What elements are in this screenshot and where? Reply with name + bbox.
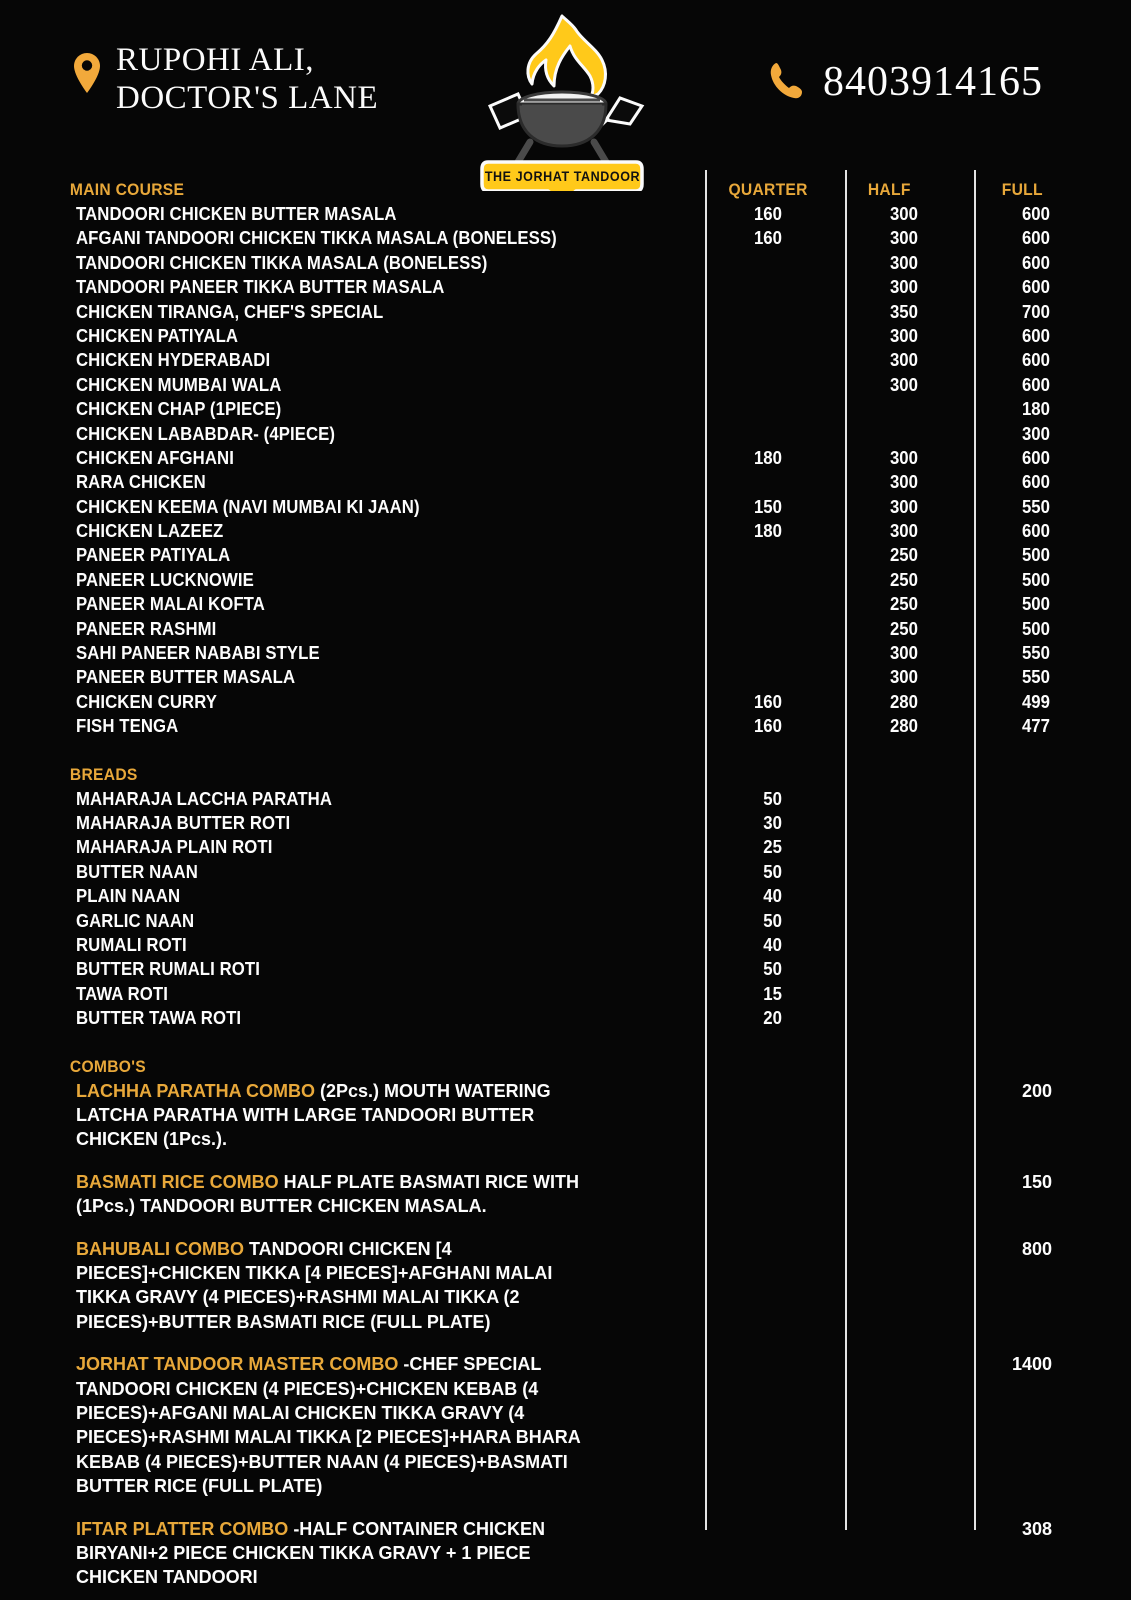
menu-item-row <box>0 982 1131 1006</box>
menu-item-price-quarter: 160 <box>753 204 782 224</box>
column-header-full: FULL <box>1001 180 1043 199</box>
menu-item-price-half: 300 <box>889 521 918 542</box>
address-line-2: DOCTOR'S LANE <box>116 79 379 116</box>
menu-item-row <box>0 324 1131 348</box>
menu-item-name: RARA CHICKEN <box>76 472 206 493</box>
menu-item-row <box>0 519 1131 543</box>
menu-item-price-half: 300 <box>889 204 918 224</box>
phone-icon <box>769 60 803 105</box>
menu-item-price-quarter: 160 <box>753 691 782 712</box>
menu-item-name: CHICKEN AFGHANI <box>76 447 234 468</box>
menu-item-row <box>0 835 1131 859</box>
menu-item-name: GARLIC NAAN <box>76 910 195 931</box>
menu-item-price-quarter: 40 <box>763 934 782 955</box>
combo-description: LACHHA PARATHA COMBO (2Pcs.) MOUTH WATERING LATCHA PARATHA WITH LARGE TANDOORI BUTTER CHICKEN (1Pcs.). <box>76 1080 551 1150</box>
menu-item-price-half: 300 <box>889 447 918 468</box>
menu-item-name: CHICKEN HYDERABADI <box>76 350 271 371</box>
menu-item-row <box>0 275 1131 299</box>
menu-item-name: BUTTER TAWA ROTI <box>76 1008 242 1029</box>
menu-item-name: PANEER BUTTER MASALA <box>76 667 296 688</box>
menu-item-name: SAHI PANEER NABABI STYLE <box>76 643 320 664</box>
combo-item <box>0 1237 1131 1335</box>
menu-item-name: PANEER RASHMI <box>76 618 217 639</box>
menu-item-name: FISH TENGA <box>76 716 179 737</box>
menu-item-price-full: 500 <box>1021 618 1050 639</box>
menu-item-name: CHICKEN LAZEEZ <box>76 521 224 542</box>
menu-item-row <box>0 397 1131 421</box>
menu-item-price-quarter: 50 <box>763 910 782 931</box>
combo-description: BAHUBALI COMBO TANDOORI CHICKEN [4 PIECES]+CHICKEN TIKKA [4 PIECES]+AFGHANI MALAI TIKKA GRAVY (4 PIECES)+RASHMI MALAI TIKKA (2 PIECES)+BUTTER BASMATI RICE (FULL PLATE) <box>76 1238 553 1332</box>
phone-number: 8403914165 <box>823 59 1043 105</box>
menu-item-price-quarter: 50 <box>763 959 782 980</box>
menu-item-name: PANEER LUCKNOWIE <box>76 569 254 590</box>
menu-item-price-full: 550 <box>1021 643 1050 664</box>
menu-item-row <box>0 470 1131 494</box>
menu-item-price-half: 280 <box>889 716 918 737</box>
section-title-breads: BREADS <box>69 764 138 784</box>
menu-item-name: CHICKEN KEEMA (NAVI MUMBAI KI JAAN) <box>76 496 420 517</box>
spacer <box>0 739 1131 763</box>
combo-item <box>0 1170 1131 1219</box>
menu-item-price-full: 477 <box>1021 716 1050 737</box>
menu-item-price-half: 250 <box>889 545 918 566</box>
menu-item-row <box>0 1006 1131 1030</box>
address-line-1: RUPOHI ALI, <box>116 42 315 78</box>
menu-item-row <box>0 860 1131 884</box>
combo-description: IFTAR PLATTER COMBO -HALF CONTAINER CHICKEN BIRYANI+2 PIECE CHICKEN TIKKA GRAVY + 1 PIECE CHICKEN TANDOORI <box>76 1518 545 1588</box>
menu-item-price-half: 280 <box>889 691 918 712</box>
menu-item-name: MAHARAJA PLAIN ROTI <box>76 837 273 858</box>
menu-item-row <box>0 568 1131 592</box>
menu-item-name: CHICKEN MUMBAI WALA <box>76 374 282 395</box>
menu-item-row <box>0 909 1131 933</box>
menu-item-price-half: 300 <box>889 374 918 395</box>
menu-item-price-half: 350 <box>889 301 918 322</box>
menu-item-name: TAWA ROTI <box>76 983 168 1004</box>
menu-item-price-half: 300 <box>889 496 918 517</box>
column-header-quarter: QUARTER <box>728 180 808 199</box>
menu-item-price-half: 300 <box>889 350 918 371</box>
menu-item-name: BUTTER RUMALI ROTI <box>76 959 260 980</box>
combo-item <box>0 1517 1131 1590</box>
menu-body <box>0 178 1131 1600</box>
menu-item-name: CHICKEN LABABDAR- (4PIECE) <box>76 423 336 444</box>
menu-item-row <box>0 202 1131 226</box>
menu-item-price-quarter: 150 <box>753 496 782 517</box>
menu-item-row <box>0 373 1131 397</box>
menu-item-row <box>0 348 1131 372</box>
menu-item-name: PLAIN NAAN <box>76 886 181 907</box>
menu-item-row <box>0 422 1131 446</box>
combo-name: JORHAT TANDOOR MASTER COMBO <box>76 1354 399 1375</box>
menu-item-price-quarter: 30 <box>763 812 782 833</box>
spacer <box>0 1031 1131 1055</box>
menu-item-price-full: 550 <box>1021 667 1050 688</box>
main-course-list <box>0 202 1131 739</box>
menu-item-price-quarter: 25 <box>763 837 782 858</box>
combo-price: 150 <box>1021 1171 1052 1192</box>
combo-description: JORHAT TANDOOR MASTER COMBO -CHEF SPECIAL TANDOORI CHICKEN (4 PIECES)+CHICKEN KEBAB (4 PIECES)+AFGANI MALAI CHICKEN TIKKA GRAVY (4 PIECES)+RASHMI MALAI TIKKA [2 PIECES]+HARA BHARA KEBAB (4 PIECES)+BUTTER NAAN (4 PIECES)+BASMATI BUTTER RICE (FULL PLATE) <box>76 1354 581 1497</box>
location-pin-icon <box>72 52 102 99</box>
menu-item-name: RUMALI ROTI <box>76 934 187 955</box>
menu-item-price-quarter: 50 <box>763 788 782 809</box>
restaurant-logo <box>470 6 655 191</box>
menu-item-row <box>0 957 1131 981</box>
menu-item-name: CHICKEN PATIYALA <box>76 325 239 346</box>
menu-item-price-half: 300 <box>889 472 918 493</box>
menu-item-name: AFGANI TANDOORI CHICKEN TIKKA MASALA (BONELESS) <box>76 228 557 249</box>
menu-item-price-quarter: 50 <box>763 861 782 882</box>
menu-item-price-full: 600 <box>1021 277 1050 298</box>
menu-item-price-full: 550 <box>1021 496 1050 517</box>
menu-item-name: PANEER PATIYALA <box>76 545 231 566</box>
menu-item-row <box>0 543 1131 567</box>
menu-item-price-half: 250 <box>889 618 918 639</box>
section-title-combos: COMBO'S <box>69 1056 146 1076</box>
menu-item-price-full: 499 <box>1021 691 1050 712</box>
menu-item-price-full: 600 <box>1021 472 1050 493</box>
menu-item-price-half: 300 <box>889 643 918 664</box>
address-block <box>72 42 378 117</box>
combo-item <box>0 1079 1131 1152</box>
menu-item-row <box>0 714 1131 738</box>
menu-item-row <box>0 592 1131 616</box>
menu-item-name: TANDOORI PANEER TIKKA BUTTER MASALA <box>76 277 445 298</box>
menu-item-price-full: 600 <box>1021 447 1050 468</box>
menu-item-price-quarter: 160 <box>753 228 782 249</box>
combo-item <box>0 1352 1131 1498</box>
menu-item-price-full: 500 <box>1021 545 1050 566</box>
menu-item-price-full: 300 <box>1021 423 1050 444</box>
menu-item-row <box>0 446 1131 470</box>
combo-name: LACHHA PARATHA COMBO <box>76 1080 315 1101</box>
combo-price: 1400 <box>1011 1354 1052 1375</box>
menu-item-row <box>0 495 1131 519</box>
menu-item-price-full: 600 <box>1021 252 1050 273</box>
menu-item-price-half: 300 <box>889 667 918 688</box>
combo-price: 200 <box>1021 1080 1052 1101</box>
menu-item-price-quarter: 180 <box>753 521 782 542</box>
menu-item-row <box>0 641 1131 665</box>
menu-item-row <box>0 665 1131 689</box>
menu-item-name: TANDOORI CHICKEN TIKKA MASALA (BONELESS) <box>76 252 488 273</box>
menu-item-name: TANDOORI CHICKEN BUTTER MASALA <box>76 204 397 224</box>
menu-item-row <box>0 617 1131 641</box>
phone-block[interactable] <box>769 58 1043 106</box>
menu-item-price-full: 600 <box>1021 521 1050 542</box>
menu-item-row <box>0 884 1131 908</box>
menu-item-price-half: 250 <box>889 594 918 615</box>
menu-item-price-full: 500 <box>1021 594 1050 615</box>
menu-item-price-half: 300 <box>889 277 918 298</box>
menu-item-row <box>0 933 1131 957</box>
menu-item-price-full: 600 <box>1021 228 1050 249</box>
combo-name: BASMATI RICE COMBO <box>76 1171 279 1192</box>
section-title-main-course: MAIN COURSE <box>69 180 185 199</box>
column-header-half: HALF <box>867 180 911 199</box>
menu-item-price-half: 300 <box>889 228 918 249</box>
menu-item-price-quarter: 15 <box>763 983 782 1004</box>
menu-item-row <box>0 787 1131 811</box>
menu-item-price-full: 700 <box>1021 301 1050 322</box>
breads-list <box>0 787 1131 1031</box>
menu-item-row <box>0 811 1131 835</box>
menu-item-name: CHICKEN CURRY <box>76 691 218 712</box>
menu-item-price-full: 600 <box>1021 350 1050 371</box>
menu-item-price-quarter: 180 <box>753 447 782 468</box>
combo-name: IFTAR PLATTER COMBO <box>76 1518 289 1539</box>
menu-item-price-half: 300 <box>889 252 918 273</box>
menu-item-price-full: 600 <box>1021 204 1050 224</box>
menu-item-name: MAHARAJA BUTTER ROTI <box>76 812 291 833</box>
combo-price: 308 <box>1021 1518 1052 1539</box>
menu-item-price-full: 600 <box>1021 325 1050 346</box>
menu-item-name: MAHARAJA LACCHA PARATHA <box>76 788 333 809</box>
menu-item-price-half: 250 <box>889 569 918 590</box>
menu-item-price-quarter: 20 <box>763 1008 782 1029</box>
menu-item-row <box>0 226 1131 250</box>
menu-item-row <box>0 300 1131 324</box>
menu-item-name: CHICKEN TIRANGA, CHEF'S SPECIAL <box>76 301 384 322</box>
menu-item-price-quarter: 160 <box>753 716 782 737</box>
menu-item-price-full: 500 <box>1021 569 1050 590</box>
address-lines <box>116 42 378 117</box>
menu-item-row <box>0 690 1131 714</box>
logo-banner-text: THE JORHAT TANDOOR <box>484 169 641 184</box>
menu-item-name: CHICKEN CHAP (1PIECE) <box>76 399 282 420</box>
combo-description: BASMATI RICE COMBO HALF PLATE BASMATI RICE WITH (1Pcs.) TANDOORI BUTTER CHICKEN MASALA. <box>76 1171 579 1217</box>
combo-name: BAHUBALI COMBO <box>76 1238 244 1259</box>
menu-item-price-quarter: 40 <box>763 886 782 907</box>
combo-price: 800 <box>1021 1238 1052 1259</box>
menu-item-name: BUTTER NAAN <box>76 861 198 882</box>
menu-item-price-half: 300 <box>889 325 918 346</box>
menu-item-name: PANEER MALAI KOFTA <box>76 594 265 615</box>
menu-item-price-full: 180 <box>1021 399 1050 420</box>
menu-item-row <box>0 251 1131 275</box>
combos-list <box>0 1079 1131 1590</box>
menu-item-price-full: 600 <box>1021 374 1050 395</box>
menu-header <box>0 0 1131 184</box>
